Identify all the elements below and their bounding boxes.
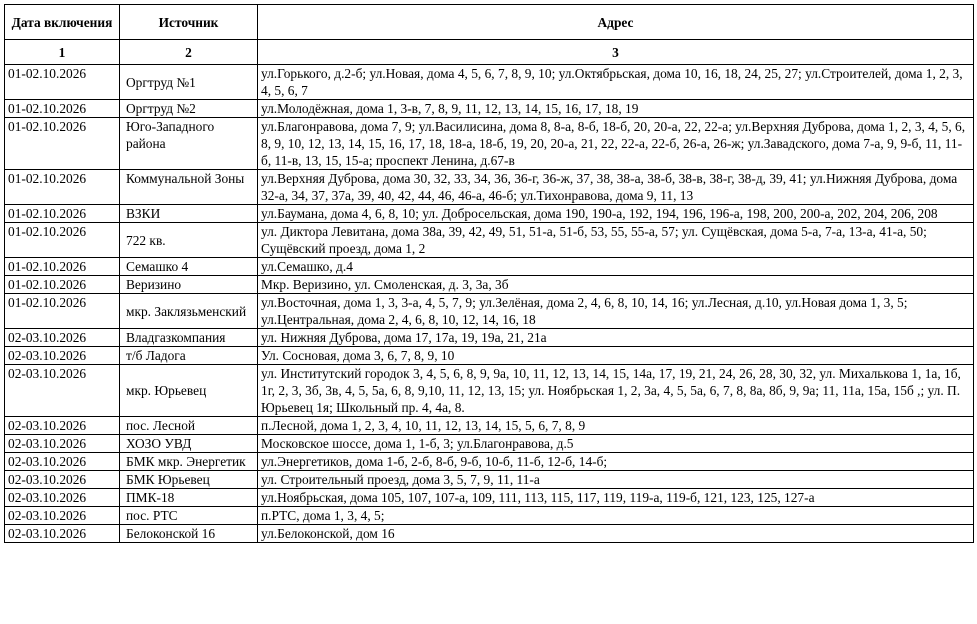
cell-address: ул.Ноябрьская, дома 105, 107, 107-а, 109, 111, 113, 115, 117, 119, 119-а, 119-б, 121, 123, 125, 127-а xyxy=(258,489,974,507)
cell-source: ПМК-18 xyxy=(120,489,258,507)
cell-source: Семашко 4 xyxy=(120,258,258,276)
table-row xyxy=(5,223,974,258)
column-number-row xyxy=(5,40,974,65)
heating-schedule-table xyxy=(4,4,974,543)
table-row xyxy=(5,205,974,223)
table-row xyxy=(5,471,974,489)
cell-address: ул. Нижняя Дуброва, дома 17, 17а, 19, 19а, 21, 21а xyxy=(258,329,974,347)
table-row xyxy=(5,294,974,329)
cell-source: Коммунальной Зоны xyxy=(120,170,258,205)
cell-address: ул.Молодёжная, дома 1, 3-в, 7, 8, 9, 11, 12, 13, 14, 15, 16, 17, 18, 19 xyxy=(258,100,974,118)
cell-source: мкр. Юрьевец xyxy=(120,365,258,417)
cell-source: Оргтруд №1 xyxy=(120,65,258,100)
cell-address: п.Лесной, дома 1, 2, 3, 4, 10, 11, 12, 13, 14, 15, 5, 6, 7, 8, 9 xyxy=(258,417,974,435)
cell-address: Мкр. Веризино, ул. Смоленская, д. 3, 3а, 3б xyxy=(258,276,974,294)
cell-date: 01-02.10.2026 xyxy=(5,100,120,118)
header-date: Дата включения xyxy=(5,5,120,40)
cell-source: пос. Лесной xyxy=(120,417,258,435)
cell-source: т/б Ладога xyxy=(120,347,258,365)
cell-source: Белоконской 16 xyxy=(120,525,258,543)
table-row xyxy=(5,170,974,205)
cell-date: 02-03.10.2026 xyxy=(5,435,120,453)
table-row xyxy=(5,489,974,507)
cell-address: п.РТС, дома 1, 3, 4, 5; xyxy=(258,507,974,525)
cell-address: ул.Благонравова, дома 7, 9; ул.Василисина, дома 8, 8-а, 8-б, 18-б, 20, 20-а, 22, 22-а; ул.Верхняя Дуброва, дома 1, 2, 3, 4, 5, 6, 8, 9, 10, 12, 13, 14, 15, 16, 17, 18, 18-а, 18-б, 19, 20, 20-а, 21, 22, 22-а, 22-б, 26-а, 26-ж; ул.Завадского, дома 7-а, 9, 9-б, 11, 11-б, 11-в, 13, 15, 15-а; проспект Ленина, д.67-в xyxy=(258,118,974,170)
cell-address: ул. Строительный проезд, дома 3, 5, 7, 9, 11, 11-а xyxy=(258,471,974,489)
table-header-row xyxy=(5,5,974,40)
table-row xyxy=(5,118,974,170)
cell-address: ул.Баумана, дома 4, 6, 8, 10; ул. Добросельская, дома 190, 190-а, 192, 194, 196, 196-а, 198, 200, 200-а, 202, 204, 206, 208 xyxy=(258,205,974,223)
column-number-3: 3 xyxy=(258,40,974,65)
table-row xyxy=(5,329,974,347)
cell-date: 01-02.10.2026 xyxy=(5,118,120,170)
cell-source: 722 кв. xyxy=(120,223,258,258)
cell-address: ул.Верхняя Дуброва, дома 30, 32, 33, 34, 36, 36-г, 36-ж, 37, 38, 38-а, 38-б, 38-в, 38-г, 38-д, 39, 41; ул.Нижняя Дуброва, дома 32-а, 34, 37, 37а, 39, 40, 42, 44, 46, 46-а, 46-б; ул.Тихонравова, дома 9, 11, 13 xyxy=(258,170,974,205)
table-row xyxy=(5,100,974,118)
cell-source: Оргтруд №2 xyxy=(120,100,258,118)
table-row xyxy=(5,258,974,276)
cell-date: 02-03.10.2026 xyxy=(5,525,120,543)
table-row xyxy=(5,276,974,294)
table-row xyxy=(5,435,974,453)
cell-address: Ул. Сосновая, дома 3, 6, 7, 8, 9, 10 xyxy=(258,347,974,365)
cell-address: ул.Белоконской, дом 16 xyxy=(258,525,974,543)
table-row xyxy=(5,417,974,435)
cell-source: Владгазкомпания xyxy=(120,329,258,347)
cell-date: 01-02.10.2026 xyxy=(5,205,120,223)
cell-source: Веризино xyxy=(120,276,258,294)
cell-date: 02-03.10.2026 xyxy=(5,417,120,435)
cell-date: 01-02.10.2026 xyxy=(5,223,120,258)
table-row xyxy=(5,65,974,100)
header-source: Источник xyxy=(120,5,258,40)
table-row xyxy=(5,365,974,417)
table-row xyxy=(5,453,974,471)
cell-date: 02-03.10.2026 xyxy=(5,329,120,347)
cell-address: Московское шоссе, дома 1, 1-б, 3; ул.Благонравова, д.5 xyxy=(258,435,974,453)
cell-source: БМК Юрьевец xyxy=(120,471,258,489)
cell-source: Юго-Западного района xyxy=(120,118,258,170)
table-row xyxy=(5,525,974,543)
cell-source: пос. РТС xyxy=(120,507,258,525)
table-row xyxy=(5,347,974,365)
cell-date: 02-03.10.2026 xyxy=(5,347,120,365)
cell-date: 02-03.10.2026 xyxy=(5,489,120,507)
table-row xyxy=(5,507,974,525)
column-number-1: 1 xyxy=(5,40,120,65)
column-number-2: 2 xyxy=(120,40,258,65)
cell-address: ул. Диктора Левитана, дома 38а, 39, 42, 49, 51, 51-а, 51-б, 53, 55, 55-а, 57; ул. Сущёвская, дома 5-а, 7-а, 13-а, 41-а, 50; Сущёвский проезд, дома 1, 2 xyxy=(258,223,974,258)
cell-address: ул.Семашко, д.4 xyxy=(258,258,974,276)
cell-date: 01-02.10.2026 xyxy=(5,294,120,329)
cell-address: ул.Горького, д.2-б; ул.Новая, дома 4, 5, 6, 7, 8, 9, 10; ул.Октябрьская, дома 10, 16, 18, 24, 25, 27; ул.Строителей, дома 1, 2, 3, 4, 5, 6, 7 xyxy=(258,65,974,100)
cell-address: ул.Энергетиков, дома 1-б, 2-б, 8-б, 9-б, 10-б, 11-б, 12-б, 14-б; xyxy=(258,453,974,471)
cell-source: БМК мкр. Энергетик xyxy=(120,453,258,471)
cell-source: ВЗКИ xyxy=(120,205,258,223)
cell-source: ХОЗО УВД xyxy=(120,435,258,453)
cell-date: 01-02.10.2026 xyxy=(5,258,120,276)
cell-date: 02-03.10.2026 xyxy=(5,471,120,489)
cell-date: 02-03.10.2026 xyxy=(5,365,120,417)
cell-address: ул.Восточная, дома 1, 3, 3-а, 4, 5, 7, 9; ул.Зелёная, дома 2, 4, 6, 8, 10, 14, 16; ул.Лесная, д.10, ул.Новая дома 1, 3, 5; ул.Центральная, дома 2, 4, 6, 8, 10, 12, 14, 16, 18 xyxy=(258,294,974,329)
cell-date: 01-02.10.2026 xyxy=(5,276,120,294)
header-address: Адрес xyxy=(258,5,974,40)
cell-date: 02-03.10.2026 xyxy=(5,453,120,471)
cell-address: ул. Институтский городок 3, 4, 5, 6, 8, 9, 9а, 10, 11, 12, 13, 14, 15, 14а, 17, 19, 21, 24, 26, 28, 30, 32, ул. Михалькова 1, 1а, 1б, 1г, 2, 3, 3б, 3в, 4, 5, 5а, 6, 8, 9,10, 11, 12, 13, 15; ул. Ноябрьская 1, 2, 3а, 4, 5, 5а, 6, 7, 8, 8а, 8б, 9, 9а; 11, 11а, 15а, 15б ,; ул. П. Юрьевец 1я; Школьный пр. 4, 4а, 8. xyxy=(258,365,974,417)
cell-source: мкр. Заклязьменский xyxy=(120,294,258,329)
cell-date: 02-03.10.2026 xyxy=(5,507,120,525)
cell-date: 01-02.10.2026 xyxy=(5,65,120,100)
cell-date: 01-02.10.2026 xyxy=(5,170,120,205)
